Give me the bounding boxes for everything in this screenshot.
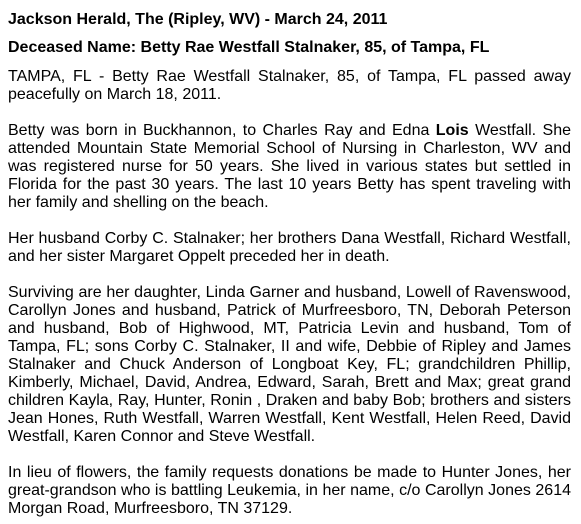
biography-bold-name: Lois: [435, 122, 469, 139]
paragraph-donations: In lieu of flowers, the family requests donations be made to Hunter Jones, her great-grandson who is battling Leukemia, in her name, c/o Carollyn Jones 2614 Morgan Road, Murfreesboro, TN 37129.: [8, 464, 571, 517]
paragraph-preceded-in-death: Her husband Corby C. Stalnaker; her brothers Dana Westfall, Richard Westfall, and her sister Margaret Oppelt preceded her in death.: [8, 230, 571, 265]
newspaper-source-heading: Jackson Herald, The (Ripley, WV) - March 24, 2011: [8, 11, 388, 28]
paragraph-biography: [8, 122, 571, 212]
biography-text-start: Betty was born in Buckhannon, to Charles Ray and Edna: [8, 122, 436, 139]
paragraph-death-notice: TAMPA, FL - Betty Rae Westfall Stalnaker, 85, of Tampa, FL passed away peacefully on March 18, 2011.: [8, 68, 571, 103]
biography-text-end: Westfall. She attended Mountain State Memorial School of Nursing in Charleston, WV and was registered nurse for 50 years. She lived in various states but settled in Florida for the past 30 years. The last 10 years Betty has spent traveling with her family and shelling on the beach.: [8, 122, 571, 211]
deceased-name-heading: Deceased Name: Betty Rae Westfall Stalnaker, 85, of Tampa, FL: [8, 39, 490, 56]
paragraph-survivors: Surviving are her daughter, Linda Garner and husband, Lowell of Ravenswood, Carollyn Jones and husband, Patrick of Murfreesboro, TN, Deborah Peterson and husband, Bob of Highwood, MT, Patricia Levin and husband, Tom of Tampa, FL; sons Corby C. Stalnaker, II and wife, Debbie of Ripley and James Stalnaker and Chuck Anderson of Longboat Key, FL; grandchildren Phillip, Kimberly, Michael, David, Andrea, Edward, Sarah, Brett and Max; great grand children Kayla, Ray, Hunter, Ronin , Draken and baby Bob; brothers and sisters Jean Hones, Ruth Westfall, Warren Westfall, Kent Westfall, Helen Reed, David Westfall, Karen Connor and Steve Westfall.: [8, 284, 571, 445]
